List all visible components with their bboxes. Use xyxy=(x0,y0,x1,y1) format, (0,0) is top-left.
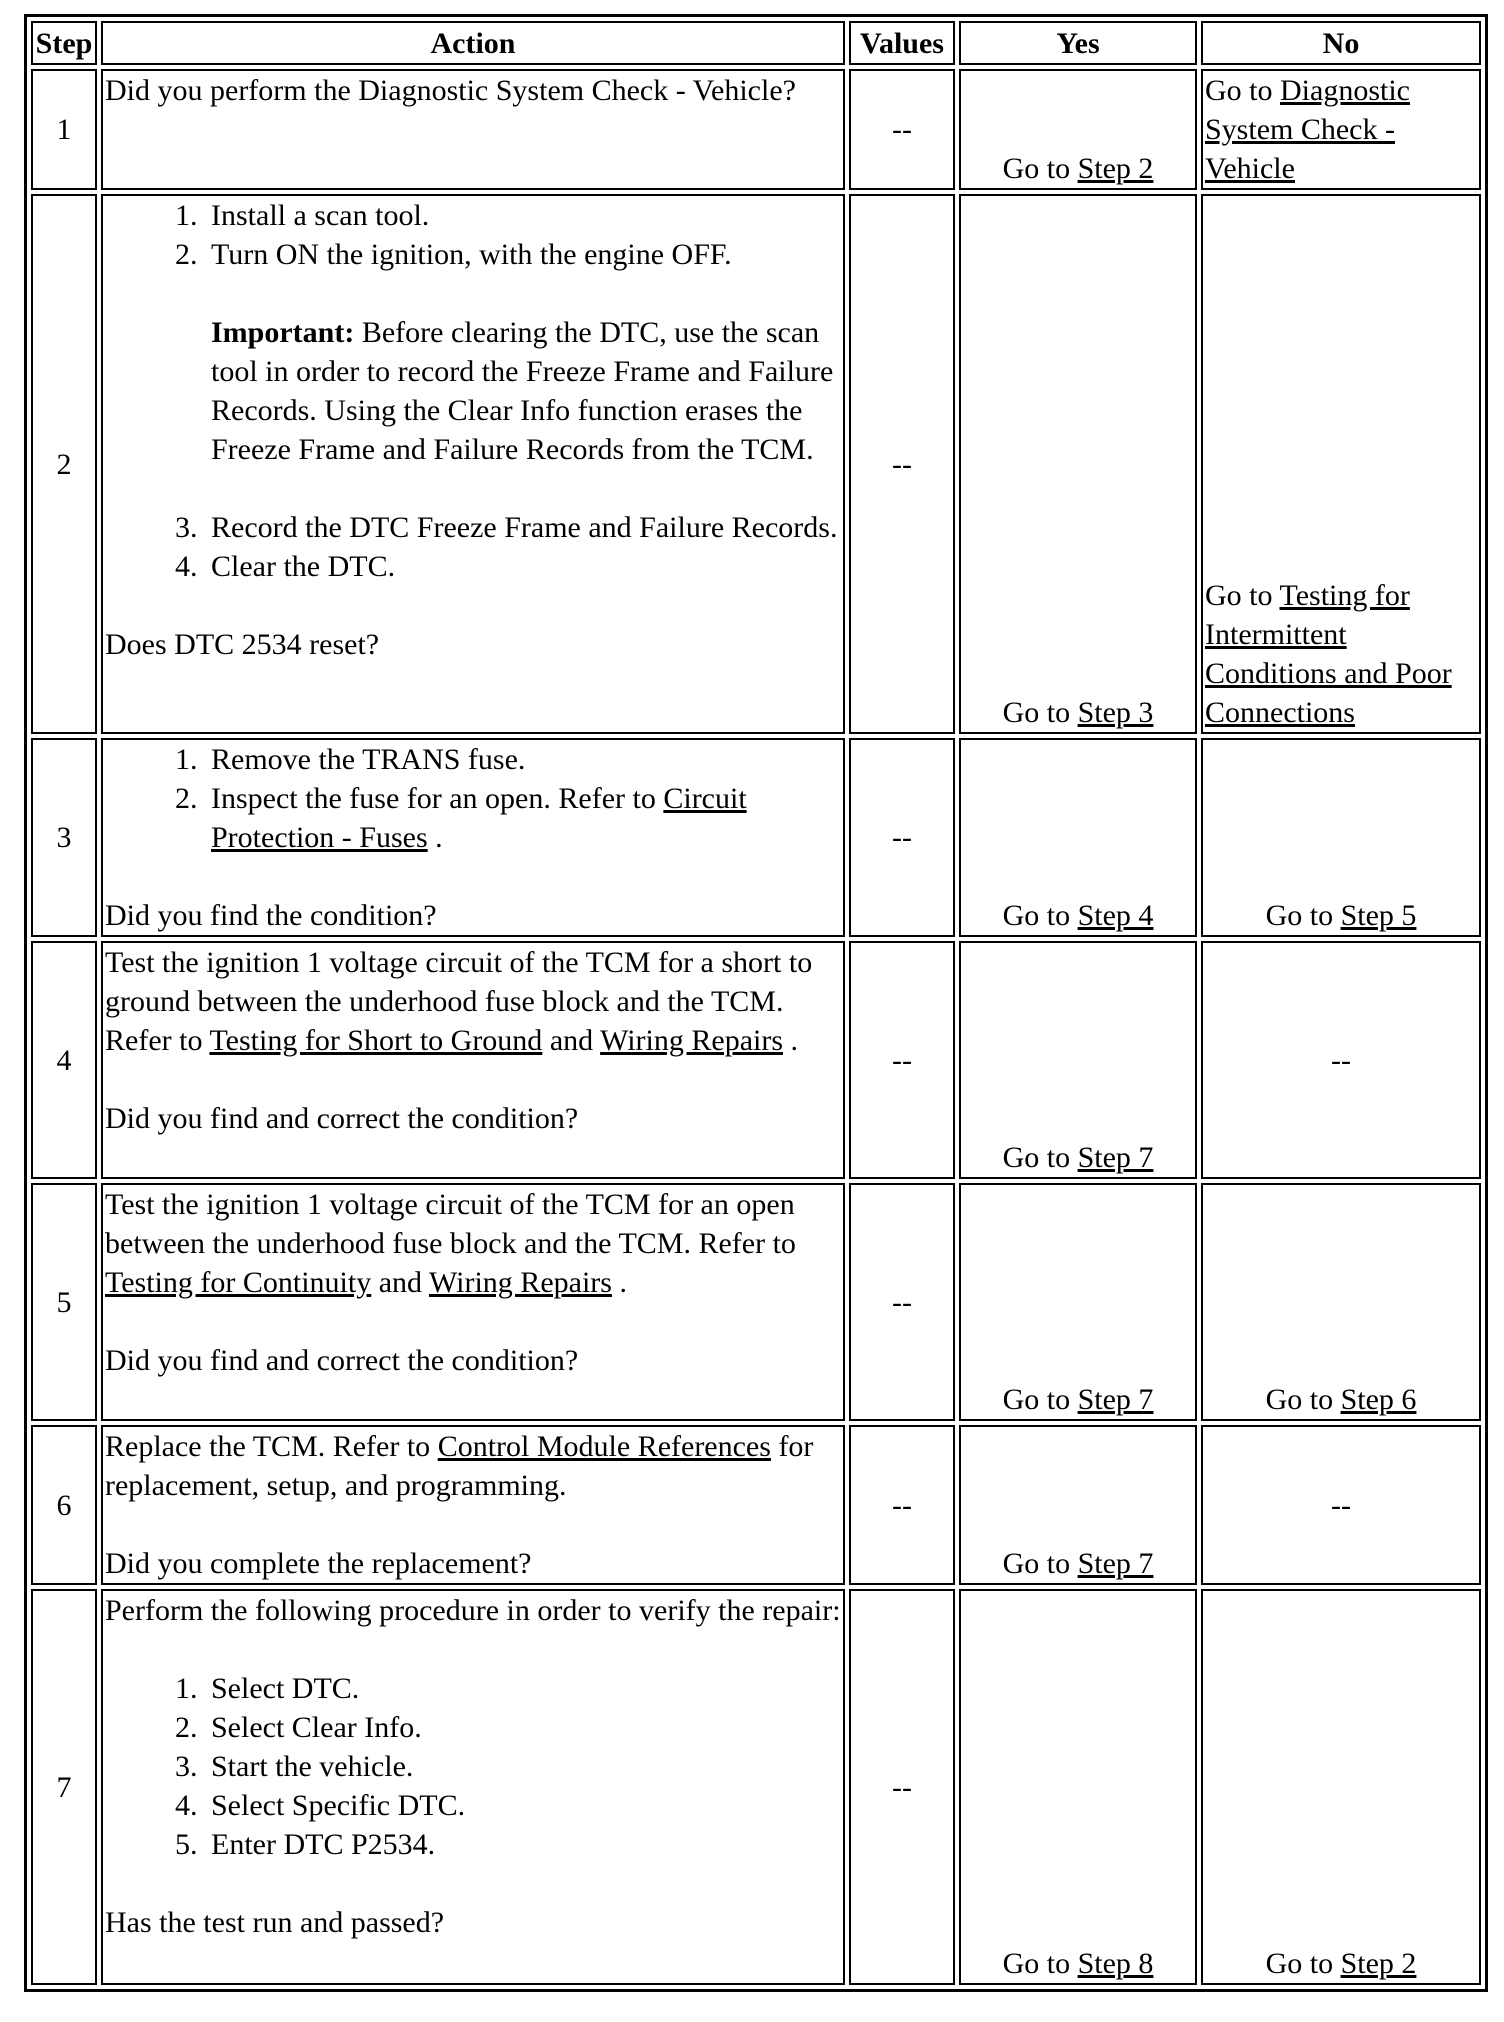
values-cell: -- xyxy=(849,1183,955,1421)
no-cell xyxy=(1201,69,1481,190)
list-item: 3. Record the DTC Freeze Frame and Failure Records. xyxy=(205,508,841,547)
list-item: 2. Select Clear Info. xyxy=(205,1708,841,1747)
no-link[interactable]: Step 2 xyxy=(1340,1947,1417,1980)
action-cell: Did you perform the Diagnostic System Check - Vehicle? xyxy=(101,69,845,190)
step-number: 1 xyxy=(31,69,97,190)
reference-link[interactable]: Circuit Protection - Fuses xyxy=(211,782,747,854)
yes-cell xyxy=(959,941,1197,1179)
list-item: 3. Start the vehicle. xyxy=(205,1747,841,1786)
yes-link[interactable]: Step 7 xyxy=(1077,1383,1154,1416)
action-cell xyxy=(101,941,845,1179)
yes-cell xyxy=(959,1425,1197,1585)
list-item: 5. Enter DTC P2534. xyxy=(205,1825,841,1864)
question-text: Does DTC 2534 reset? xyxy=(105,628,380,661)
yes-link[interactable]: Step 7 xyxy=(1077,1141,1154,1174)
list-item: 1. Select DTC. xyxy=(205,1669,841,1708)
header-yes: Yes xyxy=(959,21,1197,65)
list-item: 2. Turn ON the ignition, with the engine OFF. Important: Before clearing the DTC, use the scan tool in order to record the Freeze Frame and Failure Records. Using the Clear Info function erases the Freeze Frame and Failure Records from the TCM. xyxy=(205,235,841,508)
header-values: Values xyxy=(849,21,955,65)
question-text: Did you find and correct the condition? xyxy=(105,1344,579,1377)
goto-label: Go to xyxy=(1265,1947,1334,1980)
yes-link[interactable]: Step 2 xyxy=(1077,152,1154,185)
yes-link[interactable]: Step 7 xyxy=(1077,1547,1154,1580)
goto-label: Go to xyxy=(1265,1383,1334,1416)
header-action: Action xyxy=(101,21,845,65)
goto-label: Go to xyxy=(1002,899,1071,932)
action-cell xyxy=(101,194,845,734)
yes-cell xyxy=(959,1183,1197,1421)
list-item: 1. Remove the TRANS fuse. xyxy=(205,740,841,779)
list-item: 1. Install a scan tool. xyxy=(205,196,841,235)
values-cell: -- xyxy=(849,738,955,937)
values-cell: -- xyxy=(849,1425,955,1585)
no-cell xyxy=(1201,738,1481,937)
list-item: 4. Select Specific DTC. xyxy=(205,1786,841,1825)
header-row xyxy=(31,21,1481,65)
action-intro: Perform the following procedure in order to verify the repair: xyxy=(105,1594,841,1627)
table-row xyxy=(31,738,1481,937)
yes-link[interactable]: Step 8 xyxy=(1077,1947,1154,1980)
no-cell xyxy=(1201,194,1481,734)
step-number: 5 xyxy=(31,1183,97,1421)
reference-link[interactable]: Wiring Repairs xyxy=(429,1266,612,1299)
action-cell xyxy=(101,1425,845,1585)
procedure-list xyxy=(105,508,841,586)
action-cell xyxy=(101,1183,845,1421)
step-number: 4 xyxy=(31,941,97,1179)
no-cell: -- xyxy=(1201,941,1481,1179)
procedure-list xyxy=(105,196,841,508)
reference-link[interactable]: Testing for Short to Ground xyxy=(209,1024,543,1057)
question-text: Has the test run and passed? xyxy=(105,1906,445,1939)
no-cell xyxy=(1201,1589,1481,1985)
no-link[interactable]: Testing for Intermittent Conditions and Poor Connections xyxy=(1205,579,1452,729)
step-number: 3 xyxy=(31,738,97,937)
list-item: 4. Clear the DTC. xyxy=(205,547,841,586)
action-cell xyxy=(101,738,845,937)
reference-link[interactable]: Wiring Repairs xyxy=(600,1024,784,1057)
yes-cell xyxy=(959,738,1197,937)
question-text: Did you find the condition? xyxy=(105,899,437,932)
step-number: 2 xyxy=(31,194,97,734)
no-cell xyxy=(1201,1183,1481,1421)
goto-label: Go to xyxy=(1002,1547,1071,1580)
step-number: 7 xyxy=(31,1589,97,1985)
yes-link[interactable]: Step 4 xyxy=(1077,899,1154,932)
values-cell: -- xyxy=(849,194,955,734)
diagnostic-table xyxy=(24,14,1488,1992)
action-cell xyxy=(101,1589,845,1985)
goto-label: Go to xyxy=(1002,1141,1071,1174)
no-link[interactable]: Diagnostic System Check - Vehicle xyxy=(1205,74,1410,185)
goto-label: Go to xyxy=(1002,696,1071,729)
values-cell: -- xyxy=(849,941,955,1179)
action-text: Test the ignition 1 voltage circuit of the TCM for an open between the underhood fuse block and the TCM. Refer to Testing for Continuity and Wiring Repairs . xyxy=(105,1188,796,1299)
question-text: Did you find and correct the condition? xyxy=(105,1102,579,1135)
yes-cell xyxy=(959,1589,1197,1985)
important-text: Before clearing the DTC, use the scan tool in order to record the Freeze Frame and Failure Records. Using the Clear Info function erases the Freeze Frame and Failure Records from the TCM. xyxy=(211,316,834,466)
table-row xyxy=(31,1183,1481,1421)
diagnostic-table-container xyxy=(24,14,1480,1992)
table-row xyxy=(31,941,1481,1179)
values-cell: -- xyxy=(849,69,955,190)
values-cell: -- xyxy=(849,1589,955,1985)
goto-label: Go to xyxy=(1205,74,1273,107)
list-item: 2. Inspect the fuse for an open. Refer to Circuit Protection - Fuses . xyxy=(205,779,841,857)
table-row xyxy=(31,1425,1481,1585)
no-cell: -- xyxy=(1201,1425,1481,1585)
step-number: 6 xyxy=(31,1425,97,1585)
important-note xyxy=(211,313,841,469)
goto-label: Go to xyxy=(1205,579,1273,612)
reference-link[interactable]: Control Module References xyxy=(437,1430,771,1463)
yes-cell xyxy=(959,69,1197,190)
reference-link[interactable]: Testing for Continuity xyxy=(105,1266,372,1299)
goto-label: Go to xyxy=(1002,1947,1071,1980)
procedure-list xyxy=(105,1669,841,1864)
header-step: Step xyxy=(31,21,97,65)
header-no: No xyxy=(1201,21,1481,65)
action-text: Replace the TCM. Refer to Control Module References for replacement, setup, and programming. xyxy=(105,1430,814,1502)
yes-link[interactable]: Step 3 xyxy=(1077,696,1154,729)
no-link[interactable]: Step 5 xyxy=(1340,899,1417,932)
yes-cell xyxy=(959,194,1197,734)
table-row xyxy=(31,1589,1481,1985)
no-link[interactable]: Step 6 xyxy=(1340,1383,1417,1416)
action-text: Test the ignition 1 voltage circuit of the TCM for a short to ground between the underhood fuse block and the TCM. Refer to Testing for Short to Ground and Wiring Repairs . xyxy=(105,946,813,1057)
goto-label: Go to xyxy=(1265,899,1334,932)
table-row xyxy=(31,69,1481,190)
table-row xyxy=(31,194,1481,734)
important-label: Important: xyxy=(211,316,355,349)
procedure-list xyxy=(105,740,841,857)
goto-label: Go to xyxy=(1002,152,1071,185)
question-text: Did you complete the replacement? xyxy=(105,1547,532,1580)
goto-label: Go to xyxy=(1002,1383,1071,1416)
